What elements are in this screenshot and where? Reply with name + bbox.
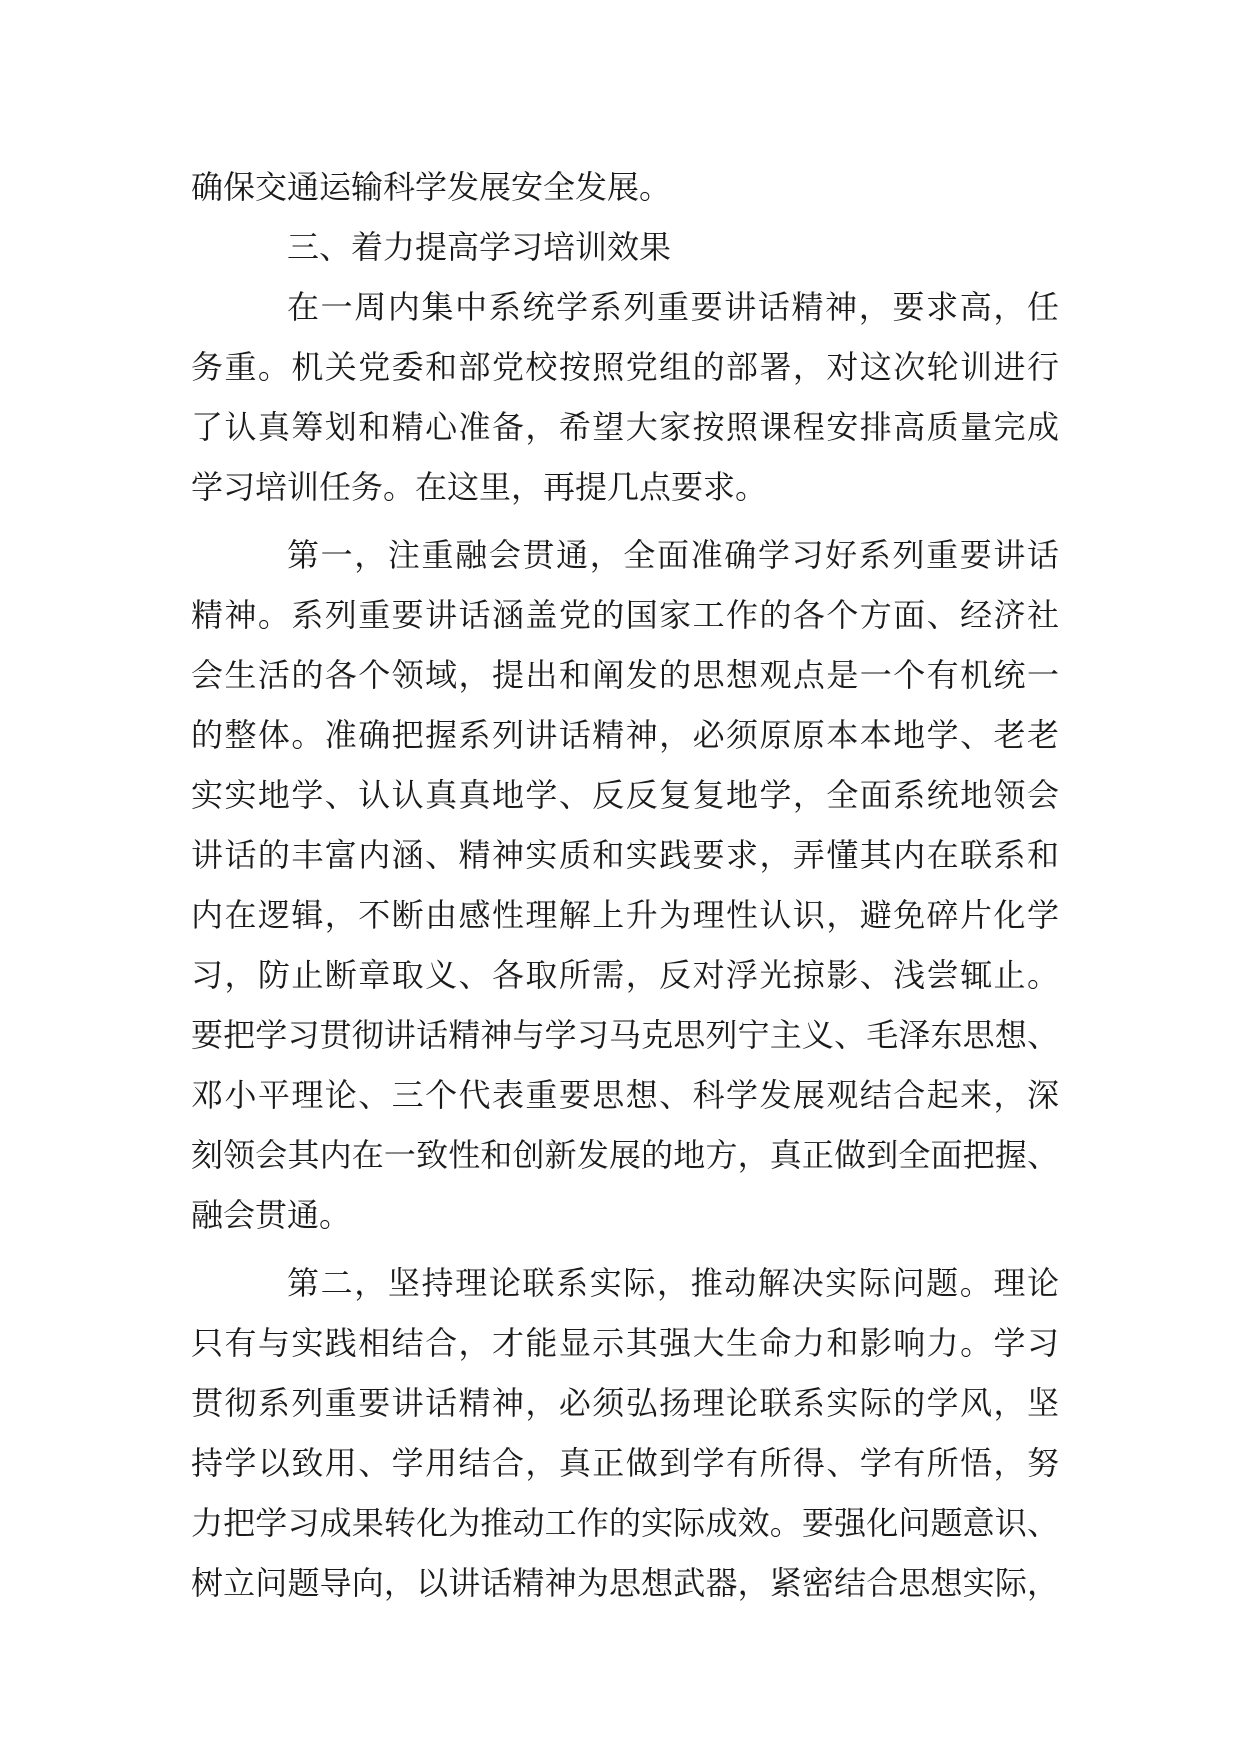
section-heading: 三、着力提高学习培训效果 xyxy=(287,228,672,266)
paragraph-line: 实实地学、认认真真地学、反反复复地学，全面系统地领会 xyxy=(191,776,1059,814)
paragraph-line: 树立问题导向，以讲话精神为思想武器，紧密结合思想实际， xyxy=(191,1564,1059,1602)
paragraph-line: 要把学习贯彻讲话精神与学习马克思列宁主义、毛泽东思想、 xyxy=(191,1016,1059,1054)
paragraph-line: 融会贯通。 xyxy=(191,1196,352,1234)
paragraph-line: 精神。系列重要讲话涵盖党的国家工作的各个方面、经济社 xyxy=(191,596,1059,634)
paragraph-line: 学习培训任务。在这里，再提几点要求。 xyxy=(191,468,768,506)
paragraph-line: 确保交通运输科学发展安全发展。 xyxy=(191,168,672,206)
paragraph-line: 内在逻辑，不断由感性理解上升为理性认识，避免碎片化学 xyxy=(191,896,1059,934)
paragraph-line: 务重。机关党委和部党校按照党组的部署，对这次轮训进行 xyxy=(191,348,1059,386)
paragraph-line: 力把学习成果转化为推动工作的实际成效。要强化问题意识、 xyxy=(191,1504,1059,1542)
paragraph-line: 邓小平理论、三个代表重要思想、科学发展观结合起来，深 xyxy=(191,1076,1059,1114)
paragraph-line: 持学以致用、学用结合，真正做到学有所得、学有所悟，努 xyxy=(191,1444,1059,1482)
paragraph-line: 习，防止断章取义、各取所需，反对浮光掠影、浅尝辄止。 xyxy=(191,956,1059,994)
paragraph-line: 讲话的丰富内涵、精神实质和实践要求，弄懂其内在联系和 xyxy=(191,836,1059,874)
paragraph-line: 第二，坚持理论联系实际，推动解决实际问题。理论 xyxy=(287,1264,1059,1302)
paragraph-line: 会生活的各个领域，提出和阐发的思想观点是一个有机统一 xyxy=(191,656,1059,694)
paragraph-line: 刻领会其内在一致性和创新发展的地方，真正做到全面把握、 xyxy=(191,1136,1059,1174)
paragraph-line: 的整体。准确把握系列讲话精神，必须原原本本地学、老老 xyxy=(191,716,1059,754)
paragraph-line: 第一，注重融会贯通，全面准确学习好系列重要讲话 xyxy=(287,536,1059,574)
document-body xyxy=(191,157,1059,1613)
paragraph-line: 只有与实践相结合，才能显示其强大生命力和影响力。学习 xyxy=(191,1324,1059,1362)
paragraph-line: 贯彻系列重要讲话精神，必须弘扬理论联系实际的学风，坚 xyxy=(191,1384,1059,1422)
paragraph-line: 在一周内集中系统学系列重要讲话精神，要求高，任 xyxy=(287,288,1059,326)
paragraph-line: 了认真筹划和精心准备，希望大家按照课程安排高质量完成 xyxy=(191,408,1059,446)
